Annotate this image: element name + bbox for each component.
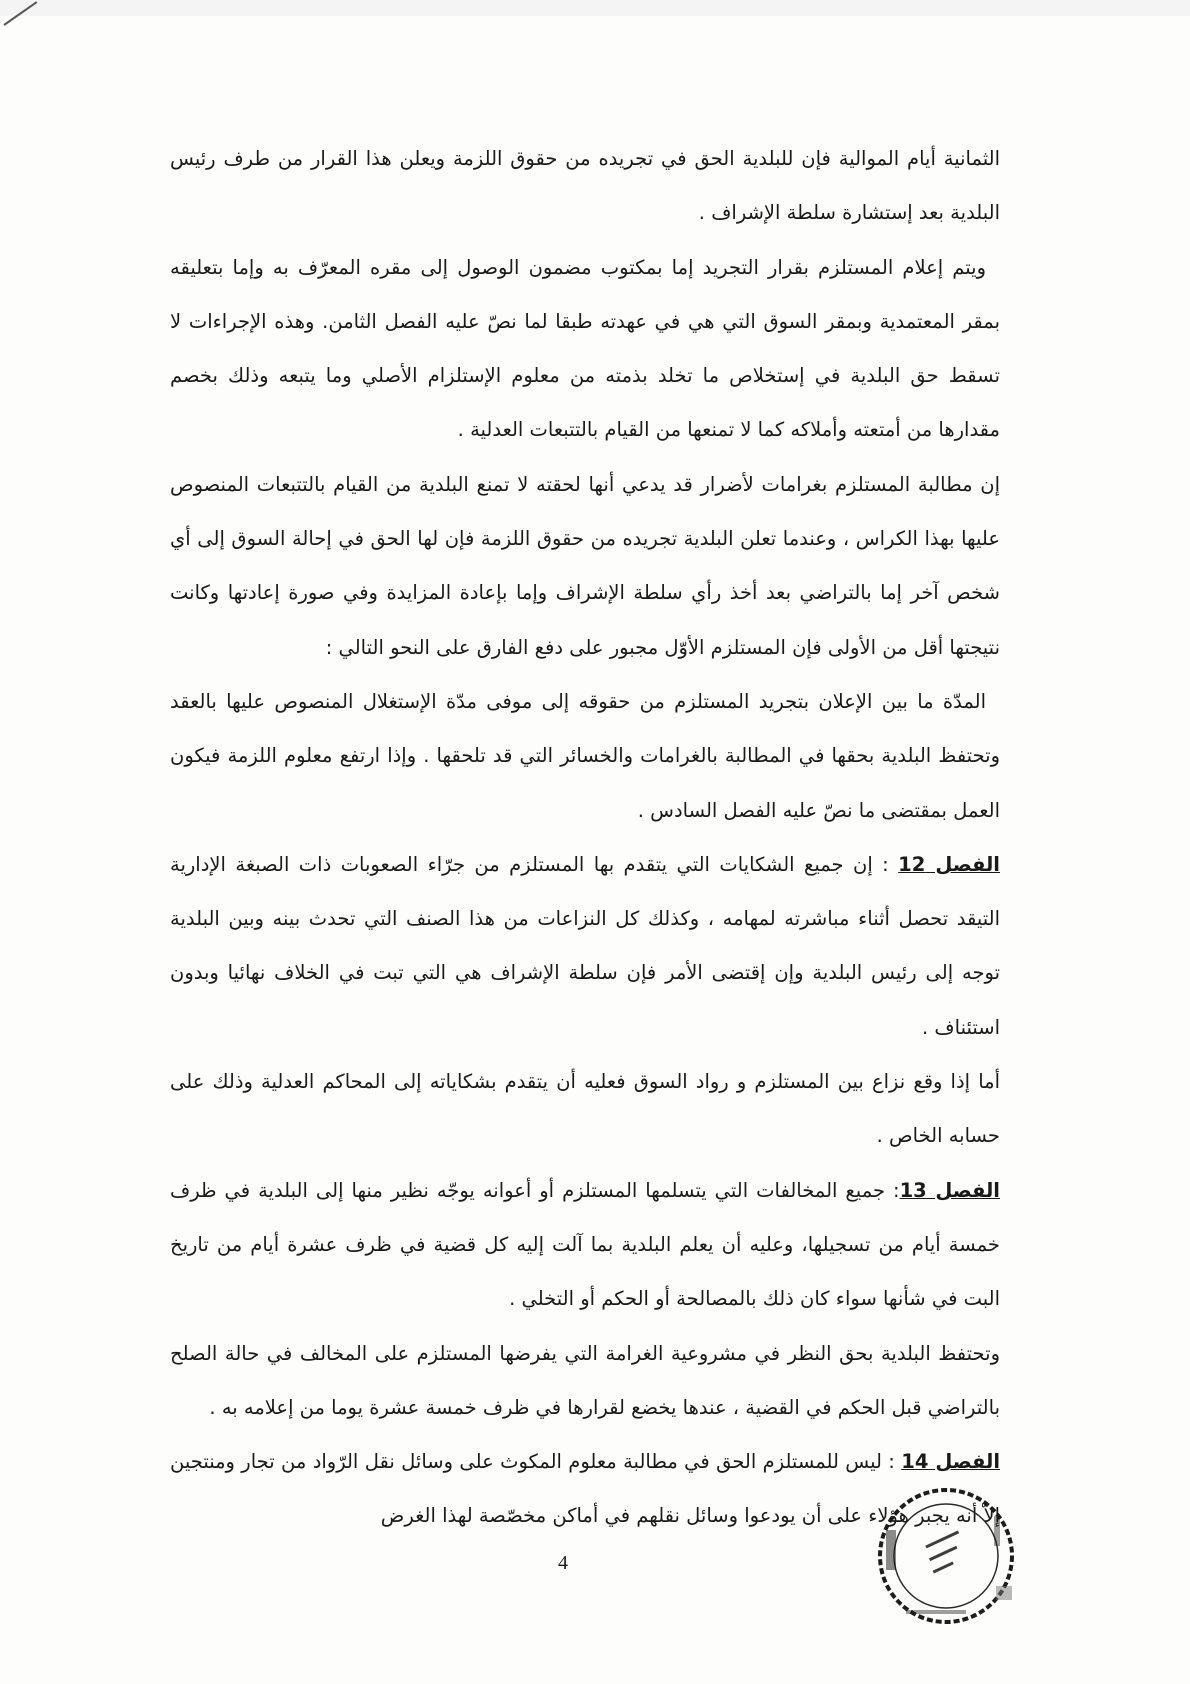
article-12-continuation: أما إذا وقع نزاع بين المستلزم و رواد السوق فعليه أن يتقدم بشكاياته إلى المحاكم العدلية وذلك على حسابه الخاص . — [170, 1070, 1000, 1148]
article-12 — [170, 838, 1000, 1055]
article-14-text: : ليس للمستلزم الحق في مطالبة معلوم المكوث على وسائل نقل الرّواد من تجار ومنتجين إلاّ أنه يجبر هؤلاء على أن يودعوا وسائل نقلهم في أماكن مخصّصة لهذا الغرض — [170, 1450, 1000, 1528]
article-12-text: : إن جميع الشكايات التي يتقدم بها المستلزم من جرّاء الصعوبات ذات الصبغة الإدارية التيقد تحصل أثناء مباشرته لمهامه ، وكذلك كل النزاعات من هذا الصنف التي تحدث بينه وبين البلدية توجه إلى رئيس البلدية وإن إقتضى الأمر فإن سلطة الإشراف هي التي تبت في الخلاف نهائيا وبدون استئناف . — [170, 852, 1000, 1039]
paragraph-1: الثمانية أيام الموالية فإن للبلدية الحق في تجريده من حقوق اللزمة ويعلن هذا القرار من طرف رئيس البلدية بعد إستشارة سلطة الإشراف . — [170, 147, 1000, 225]
official-stamp-icon — [866, 1476, 1026, 1636]
article-13-continuation: وتحتفظ البلدية بحق النظر في مشروعية الغرامة التي يفرضها المستلزم على المخالف في حالة الصلح بالتراضي قبل الحكم في القضية ، عندها يخضع لقرارها في ظرف خمسة عشرة يوما من إعلامه به . — [170, 1341, 1000, 1419]
page-number: 4 — [558, 1552, 568, 1574]
paragraph-2: ويتم إعلام المستلزم بقرار التجريد إما بمكتوب مضمون الوصول إلى مقره المعرّف به وإما بتعليقه بمقر المعتمدية وبمقر السوق التي هي في عهدته طبقا لما نصّ عليه الفصل الثامن. وهذه الإجراءات لا تسقط حق البلدية في إستخلاص ما تخلد بذمته من معلوم الإستلزام الأصلي وما يتبعه وذلك بخصم مقدارها من أمتعته وأملاكه كما لا تمنعها من القيام بالتتبعات العدلية . — [170, 255, 1000, 442]
article-14-label: الفصل 14 — [901, 1450, 1001, 1474]
paragraph-3: إن مطالبة المستلزم بغرامات لأضرار قد يدعي أنها لحقته لا تمنع البلدية من القيام بالتتبعات المنصوص عليها بهذا الكراس ، وعندما تعلن البلدية تجريده من حقوق اللزمة فإن لها الحق في إحالة السوق إلى أي شخص آخر إما بالتراضي بعد أخذ رأي سلطة الإشراف وإما بإعادة المزايدة وفي صورة إعادتها وكانت نتيجتها أقل من الأولى فإن المستلزم الأوّل مجبور على دفع الفارق على النحو التالي : — [170, 472, 1000, 659]
article-13 — [170, 1164, 1000, 1327]
scan-top-band — [0, 0, 1190, 16]
article-13-label: الفصل 13 — [899, 1178, 1000, 1202]
document-body — [170, 132, 1000, 1544]
article-12-label: الفصل 12 — [898, 852, 1000, 876]
paragraph-4: المدّة ما بين الإعلان بتجريد المستلزم من حقوقه إلى موفى مدّة الإستغلال المنصوص عليها بالعقد وتحتفظ البلدية بحقها في المطالبة بالغرامات والخسائر التي قد تلحقها . وإذا ارتفع معلوم اللزمة فيكون العمل بمقتضى ما نصّ عليه الفصل السادس . — [170, 689, 1000, 822]
article-13-text: : جميع المخالفات التي يتسلمها المستلزم أو أعوانه يوجّه نظير منها إلى البلدية في ظرف خمسة أيام من تسجيلها، وعليه أن يعلم البلدية بما آلت إليه كل قضية في ظرف عشرة أيام من تاريخ البت في شأنها سواء كان ذلك بالمصالحة أو الحكم أو التخلي . — [170, 1178, 1000, 1311]
